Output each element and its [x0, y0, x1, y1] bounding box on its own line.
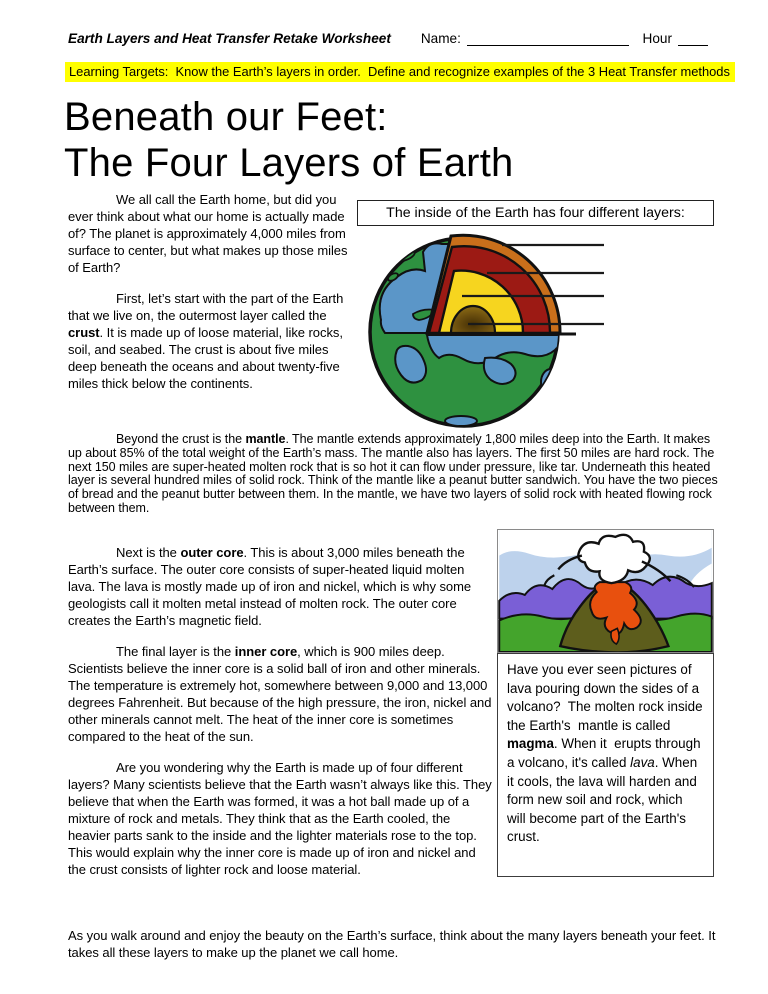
main-title-line1: Beneath our Feet: [64, 95, 388, 139]
learning-targets-banner: Learning Targets: Know the Earth’s layers in order. Define and recognize examples of the 3 Heat Transfer methods [65, 62, 735, 82]
diagram-caption-box: The inside of the Earth has four different layers: [357, 200, 714, 226]
paragraph-mantle [68, 433, 723, 516]
hour-label: Hour [642, 31, 672, 46]
text-run: Beyond the crust is the [116, 432, 246, 446]
text-run: . When it erupts through a volcano, it's called [507, 736, 705, 770]
text-run: . This is about 3,000 miles beneath the Earth’s surface. The outer core consists of super-heated liquid molten lava. The lava is mostly made up of iron and nickel, which is why some geologists call it molten metal instead of molten rock. The outer core creates the Earth’s magnetic field. [68, 545, 472, 628]
mantle-keyword: mantle [245, 432, 286, 446]
inner-core-keyword: inner core [234, 644, 298, 659]
main-title [64, 94, 513, 186]
hour-blank-line[interactable] [678, 30, 708, 46]
name-hour-group [421, 30, 708, 46]
top-section [68, 191, 714, 432]
paragraph-closing: As you walk around and enjoy the beauty on the Earth’s surface, think about the many layers beneath your feet. It takes all these layers to make up the planet we call home. [68, 928, 716, 960]
magma-keyword: magma [507, 736, 554, 752]
name-label: Name: [420, 31, 461, 46]
paragraph-crust [68, 290, 357, 392]
lava-keyword: lava [630, 754, 655, 770]
paragraph-inner-core [68, 643, 492, 745]
magma-info-box [497, 653, 714, 877]
text-run: The final layer is the [116, 644, 235, 659]
diagram-column [357, 191, 714, 432]
text-run: Have you ever seen pictures of lava pouring down the sides of a volcano? The molten rock inside the Earth's mantle is called [507, 662, 707, 733]
text-run: First, let’s start with the part of the Earth that we live on, the outermost layer called the [68, 291, 344, 323]
text-run: . The mantle extends approximately 1,800 miles deep into the Earth. It makes up about 85% of the total weight of the Earth’s mass. The mantle also has layers. The first 50 miles are hard rock. The next 150 miles are super-heated molten rock that is so hot it can flow under pressure, like tar. Underneath this heated layer is several hundred miles of solid rock. Think of the mantle like a peanut butter sandwich. You have the two pieces of bread and the peanut butter between them. In the mantle, we have two layers of solid rock with heated flowing rock between them. [68, 432, 718, 515]
worksheet-title: Earth Layers and Heat Transfer Retake Worksheet [68, 31, 391, 46]
main-title-line2: The Four Layers of Earth [64, 141, 514, 185]
earth-cutaway-illustration [357, 230, 709, 432]
text-run: . When it cools, the lava will harden and form new soil and rock, which will become part of the Earth's crust. [507, 754, 701, 845]
text-run: , which is 900 miles deep. Scientists believe the inner core is a solid ball of iron and other minerals. The temperature is extremely hot, somewhere between 9,000 and 13,000 degrees Fahrenheit. But because of the high pressure, the iron, nickel and other minerals cannot melt. The heat of the inner core is sometimes compared to the heat of the sun. [68, 644, 492, 744]
paragraph-intro: We all call the Earth home, but did you ever think about what our home is actually made of? The planet is approximately 4,000 miles from surface to center, but what makes up those miles of Earth? [68, 192, 348, 275]
paragraph-outer-core [68, 544, 492, 629]
text-run: Next is the [116, 545, 181, 560]
header [68, 30, 708, 46]
intro-column [68, 191, 357, 432]
volcano-illustration [497, 529, 714, 653]
name-blank-line[interactable] [467, 30, 629, 46]
core-text-column [68, 529, 492, 892]
lower-section [68, 529, 714, 892]
outer-core-keyword: outer core [180, 545, 244, 560]
text-run: . It is made up of loose material, like rocks, soil, and seabed. The crust is about five miles deep beneath the oceans and about twenty-five miles thick below the continents. [68, 325, 343, 391]
volcano-column [497, 529, 714, 892]
paragraph-why-layers: Are you wondering why the Earth is made up of four different layers? Many scientists believe that the Earth wasn’t always like this. They believe that when the Earth was formed, it was a hot ball made up of a mixture of rock and metals. They think that as the Earth cooled, the heavier parts sank to the inside and the lighter materials rose to the top. This would explain why the inner core is made up of iron and nickel and the crust consists of lighter rock and loose material. [68, 760, 492, 877]
crust-keyword: crust [68, 325, 100, 340]
